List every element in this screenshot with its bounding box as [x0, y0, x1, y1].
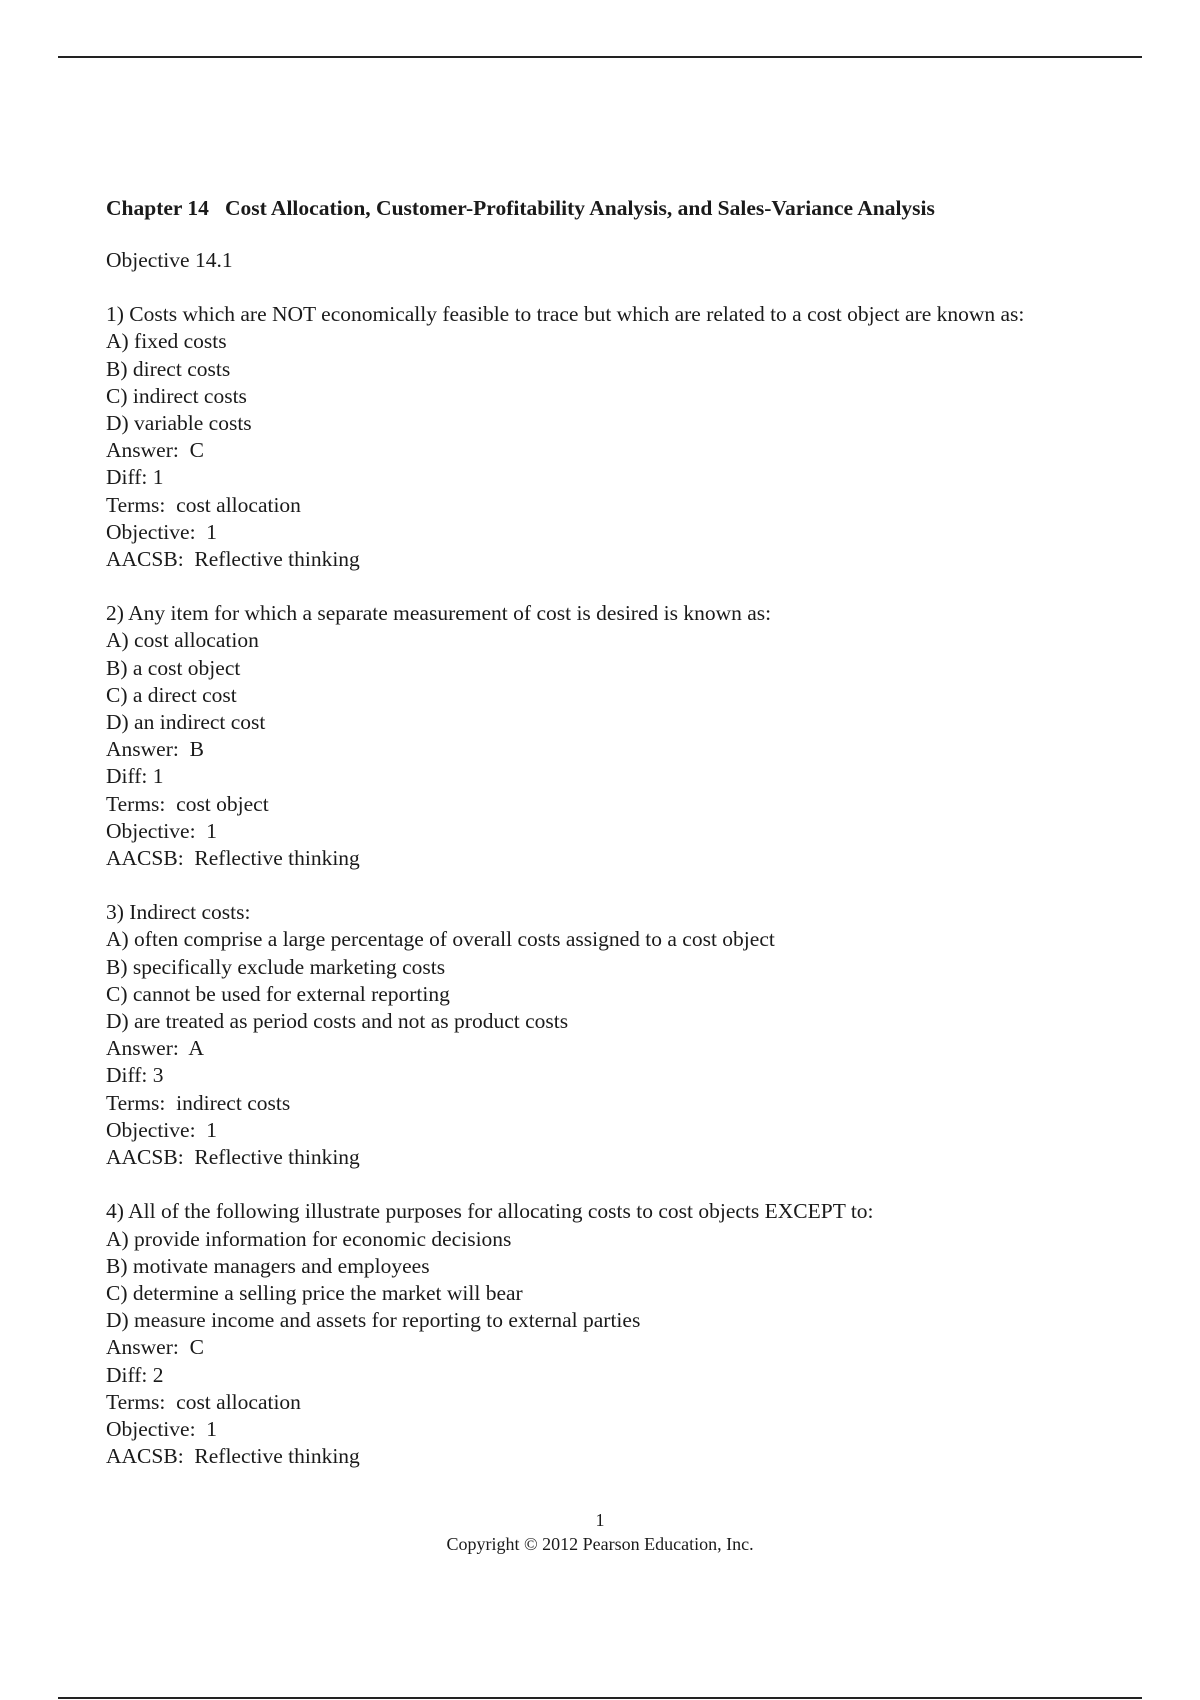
option-b: B) direct costs [106, 356, 231, 381]
question-2 [106, 600, 1106, 872]
option-a: A) fixed costs [106, 329, 227, 354]
difficulty: Diff: 1 [106, 465, 164, 490]
objective-heading: Objective 14.1 [106, 248, 233, 272]
option-a: A) often comprise a large percentage of overall costs assigned to a cost object [106, 927, 775, 952]
terms: Terms: cost object [106, 791, 269, 816]
terms: Terms: cost allocation [106, 1389, 301, 1414]
option-c: C) indirect costs [106, 383, 247, 408]
aacsb: AACSB: Reflective thinking [106, 846, 360, 871]
question-stem: 2) Any item for which a separate measurement of cost is desired is known as: [106, 601, 772, 626]
answer: Answer: A [106, 1036, 204, 1061]
option-b: B) specifically exclude marketing costs [106, 954, 446, 979]
aacsb: AACSB: Reflective thinking [106, 547, 360, 572]
answer: Answer: B [106, 737, 204, 762]
option-a: A) provide information for economic decisions [106, 1226, 512, 1251]
option-a: A) cost allocation [106, 628, 259, 653]
question-stem: 4) All of the following illustrate purposes for allocating costs to cost objects EXCEPT to: [106, 1199, 874, 1224]
option-c: C) a direct cost [106, 682, 237, 707]
page-number: 1 [595, 1510, 605, 1530]
top-rule [58, 56, 1142, 58]
option-d: D) are treated as period costs and not as product costs [106, 1009, 569, 1034]
option-b: B) motivate managers and employees [106, 1253, 430, 1278]
option-d: D) an indirect cost [106, 710, 266, 735]
chapter-number: Chapter 14 [106, 196, 209, 220]
objective: Objective: 1 [106, 818, 218, 843]
aacsb: AACSB: Reflective thinking [106, 1444, 360, 1469]
objective: Objective: 1 [106, 1117, 218, 1142]
aacsb: AACSB: Reflective thinking [106, 1145, 360, 1170]
question-1 [106, 301, 1106, 573]
question-stem: 1) Costs which are NOT economically feasible to trace but which are related to a cost object are known as: [106, 302, 1025, 327]
objective: Objective: 1 [106, 1416, 218, 1441]
option-c: C) cannot be used for external reporting [106, 981, 450, 1006]
page-footer [0, 1508, 1200, 1556]
terms: Terms: cost allocation [106, 492, 301, 517]
chapter-name: Cost Allocation, Customer-Profitability Analysis, and Sales-Variance Analysis [224, 196, 935, 220]
difficulty: Diff: 3 [106, 1063, 164, 1088]
terms: Terms: indirect costs [106, 1090, 291, 1115]
answer: Answer: C [106, 438, 204, 463]
option-d: D) measure income and assets for reporting to external parties [106, 1308, 641, 1333]
question-4 [106, 1198, 1106, 1470]
difficulty: Diff: 2 [106, 1362, 164, 1387]
copyright-notice: Copyright © 2012 Pearson Education, Inc. [446, 1534, 754, 1554]
difficulty: Diff: 1 [106, 764, 164, 789]
question-stem: 3) Indirect costs: [106, 900, 251, 925]
answer: Answer: C [106, 1335, 204, 1360]
objective: Objective: 1 [106, 519, 218, 544]
document-body [106, 195, 1106, 1497]
option-b: B) a cost object [106, 655, 241, 680]
chapter-title [106, 195, 1106, 221]
bottom-rule [58, 1697, 1142, 1699]
option-c: C) determine a selling price the market will bear [106, 1280, 523, 1305]
question-3 [106, 899, 1106, 1171]
option-d: D) variable costs [106, 411, 252, 436]
